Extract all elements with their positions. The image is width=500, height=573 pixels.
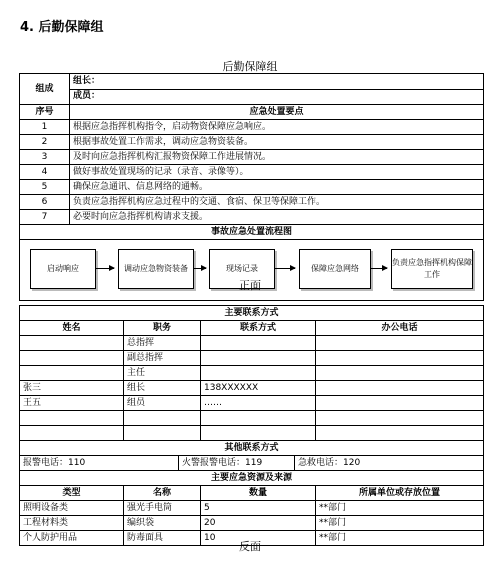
contact-office <box>316 351 484 366</box>
contact-header-contact: 联系方式 <box>201 321 316 336</box>
contact-office <box>316 366 484 381</box>
resource-type: 个人防护用品 <box>20 531 124 546</box>
contact-office <box>316 381 484 396</box>
contact-row <box>20 351 484 366</box>
flow-arrow <box>194 268 206 269</box>
contact-name: 张三 <box>20 381 124 396</box>
resource-qty: 20 <box>201 516 316 531</box>
fire-phone: 火警报警电话：119 <box>179 456 295 471</box>
contacts-title: 主要联系方式 <box>20 306 484 321</box>
contact-phone <box>201 351 316 366</box>
point-row <box>20 180 484 195</box>
point-row <box>20 210 484 225</box>
other-contacts-title: 其他联系方式 <box>20 441 484 456</box>
contact-row <box>20 336 484 351</box>
resource-name: 强光手电筒 <box>124 501 201 516</box>
col-no-header: 序号 <box>20 105 70 120</box>
contact-role: 副总指挥 <box>124 351 201 366</box>
resource-name: 编织袋 <box>124 516 201 531</box>
contact-row <box>20 396 484 411</box>
contact-role <box>124 411 201 426</box>
flow-step-support: 负责应急指挥机构保障工作 <box>391 249 473 289</box>
contact-role: 组员 <box>124 396 201 411</box>
resource-row <box>20 501 484 516</box>
point-no: 3 <box>20 150 70 165</box>
back-side-label: 反面 <box>239 540 261 553</box>
contact-header-office: 办公电话 <box>316 321 484 336</box>
resource-header-qty: 数量 <box>201 486 316 501</box>
point-no: 1 <box>20 120 70 135</box>
resource-header-type: 类型 <box>20 486 124 501</box>
contact-role: 主任 <box>124 366 201 381</box>
contact-header-role: 职务 <box>124 321 201 336</box>
point-text: 做好事故处置现场的记录（录音、录像等）。 <box>70 165 484 180</box>
flow-step-record: 现场记录 <box>209 249 275 289</box>
resource-type: 照明设备类 <box>20 501 124 516</box>
ambulance-phone: 急救电话：120 <box>295 456 484 471</box>
contact-row <box>20 411 484 426</box>
contact-name <box>20 411 124 426</box>
point-text: 确保应急通讯、信息网络的通畅。 <box>70 180 484 195</box>
flow-title: 事故应急处置流程图 <box>20 225 484 240</box>
contact-phone: 138XXXXXX <box>201 381 316 396</box>
leader-label: 组长： <box>70 74 484 90</box>
contact-role: 总指挥 <box>124 336 201 351</box>
group-label: 组成 <box>20 74 70 105</box>
contact-name <box>20 351 124 366</box>
point-no: 2 <box>20 135 70 150</box>
contact-phone <box>201 366 316 381</box>
contact-office <box>316 411 484 426</box>
point-text: 及时向应急指挥机构汇报物资保障工作进展情况。 <box>70 150 484 165</box>
contacts-resources-table <box>19 305 484 546</box>
resource-qty: 5 <box>201 501 316 516</box>
contact-phone <box>201 336 316 351</box>
point-row <box>20 195 484 210</box>
resource-qty: 10 <box>201 531 316 546</box>
point-row <box>20 150 484 165</box>
contact-phone: …… <box>201 396 316 411</box>
resource-name: 防毒面具 <box>124 531 201 546</box>
contact-header-name: 姓名 <box>20 321 124 336</box>
point-text: 根据事故处置工作需求，调动应急物资装备。 <box>70 135 484 150</box>
point-no: 6 <box>20 195 70 210</box>
contact-name <box>20 426 124 441</box>
flow-arrow <box>96 268 114 269</box>
contact-row <box>20 366 484 381</box>
contact-name: 王五 <box>20 396 124 411</box>
contact-row <box>20 426 484 441</box>
contact-phone <box>201 411 316 426</box>
resource-location: **部门 <box>316 501 484 516</box>
point-row <box>20 165 484 180</box>
front-table-caption: 后勤保障组 <box>222 60 278 73</box>
resource-type: 工程材料类 <box>20 516 124 531</box>
flow-arrow <box>371 268 387 269</box>
front-side-label: 正面 <box>239 279 261 292</box>
flow-step-dispatch: 调动应急物资装备 <box>118 249 194 289</box>
contact-phone <box>201 426 316 441</box>
point-row <box>20 135 484 150</box>
point-text: 负责应急指挥机构应急过程中的交通、食宿、保卫等保障工作。 <box>70 195 484 210</box>
resource-row <box>20 516 484 531</box>
contact-office <box>316 426 484 441</box>
contact-office <box>316 396 484 411</box>
col-points-header: 应急处置要点 <box>70 105 484 120</box>
flow-arrow <box>275 268 295 269</box>
section-heading: 4. 后勤保障组 <box>20 20 104 35</box>
contact-name <box>20 366 124 381</box>
resource-header-location: 所属单位或存放位置 <box>316 486 484 501</box>
point-no: 5 <box>20 180 70 195</box>
resource-location: **部门 <box>316 516 484 531</box>
contact-name <box>20 336 124 351</box>
contact-row <box>20 381 484 396</box>
resources-title: 主要应急资源及来源 <box>20 471 484 486</box>
contact-office <box>316 336 484 351</box>
member-label: 成员： <box>70 89 484 105</box>
point-text: 根据应急指挥机构指令，启动物资保障应急响应。 <box>70 120 484 135</box>
resource-location: **部门 <box>316 531 484 546</box>
contact-role: 组长 <box>124 381 201 396</box>
point-no: 4 <box>20 165 70 180</box>
point-text: 必要时向应急指挥机构请求支援。 <box>70 210 484 225</box>
point-row <box>20 120 484 135</box>
flow-step-network: 保障应急网络 <box>299 249 371 289</box>
resource-header-name: 名称 <box>124 486 201 501</box>
point-no: 7 <box>20 210 70 225</box>
police-phone: 报警电话：110 <box>20 456 179 471</box>
response-points-table <box>19 73 484 301</box>
flow-step-start: 启动响应 <box>30 249 96 289</box>
contact-role <box>124 426 201 441</box>
